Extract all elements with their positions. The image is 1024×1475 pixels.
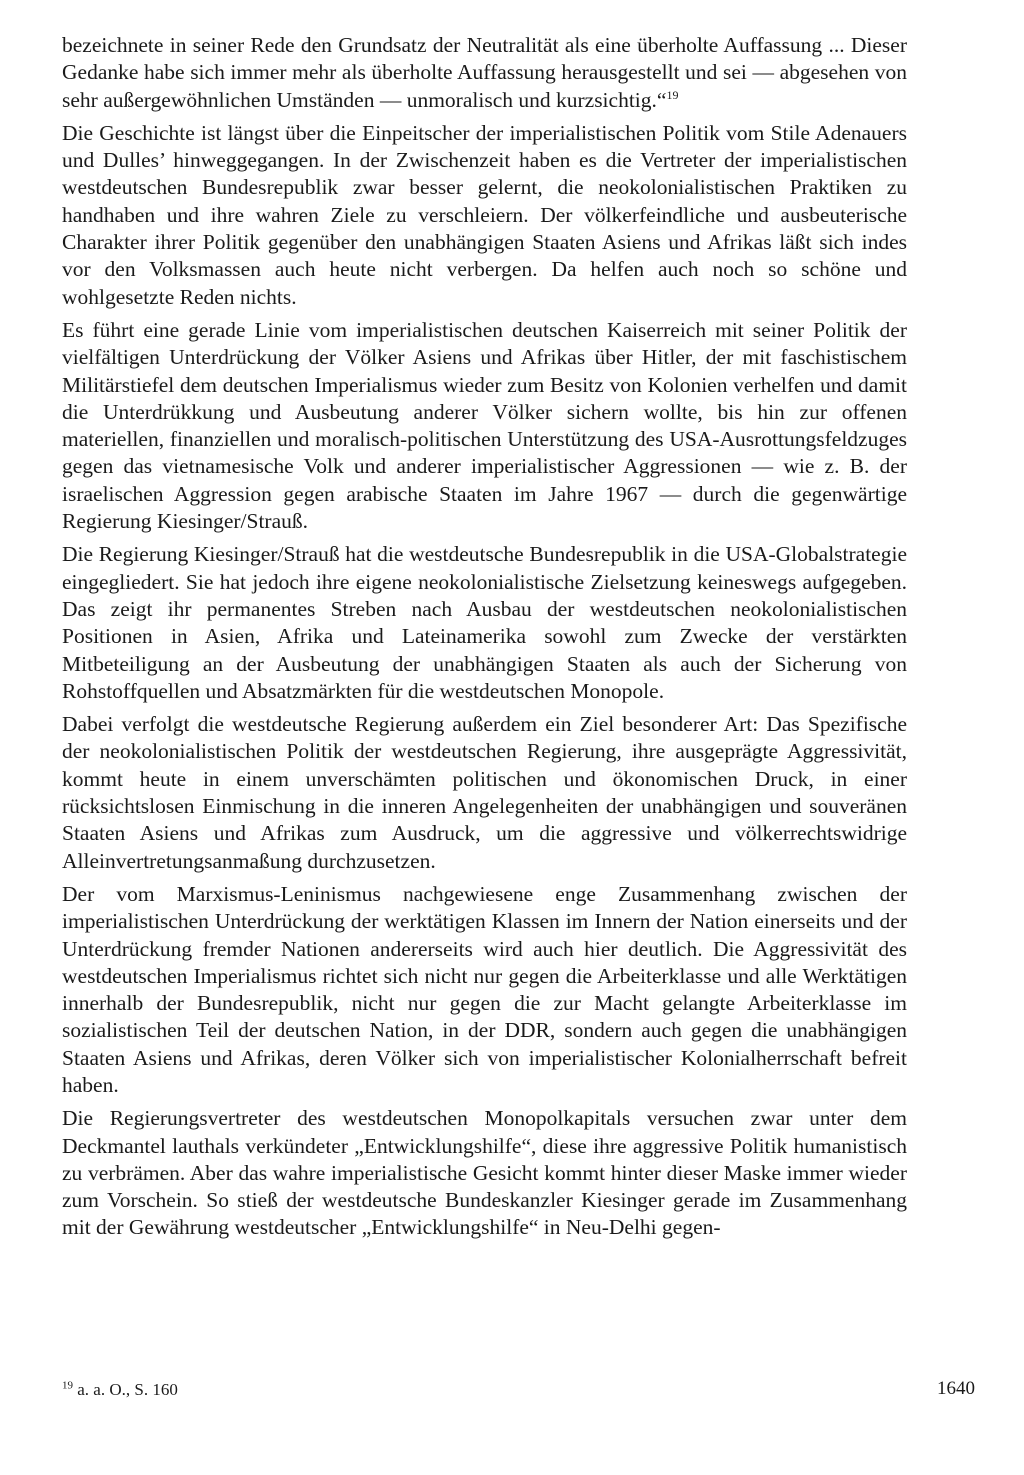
page-footer <box>62 1378 975 1404</box>
paragraph-5: Dabei verfolgt die westdeutsche Regierung außerdem ein Ziel besonderer Art: Das Spezifische der neokolonialistischen Politik der westdeutschen Regierung, ihre ausgeprägte Aggressivität, kommt heute in einem unverschämten politischen und ökonomischen Druck, in einer rücksichtslosen Einmischung in die inneren Angelegenheiten der unabhängigen und souveränen Staaten Asiens und Afrikas zum Ausdruck, um die aggressive und völkerrechtswidrige Alleinvertretungsanmaßung durchzusetzen. <box>62 712 907 873</box>
footnote <box>62 1380 178 1400</box>
paragraph-1 <box>62 32 907 114</box>
paragraph-7: Die Regierungsvertreter des westdeutschen Monopolkapitals versuchen zwar unter dem Deckmantel lauthals verkündeter „Entwicklungshilfe“, diese ihre aggressive Politik humanistisch zu verbrämen. Aber das wahre imperialistische Gesicht kommt hinter dieser Maske immer wieder zum Vorschein. So stieß der westdeutsche Bundeskanzler Kiesinger gerade im Zusammenhang mit der Gewährung westdeutscher „Entwicklungshilfe“ in Neu-Delhi gegen- <box>62 1106 907 1240</box>
paragraph-3: Es führt eine gerade Linie vom imperialistischen deutschen Kaiserreich mit seiner Politik der vielfältigen Unterdrückung der Völker Asiens und Afrikas über Hitler, der mit faschistischem Militärstiefel dem deutschen Imperialismus wieder zum Besitz von Kolonien verhelfen und damit die Unterdrükkung und Ausbeutung anderer Völker sichern wollte, bis hin zur offenen materiellen, finanziellen und moralisch-politischen Unterstützung des USA-Ausrottungsfeldzuges gegen das vietnamesische Volk und anderer imperialistischer Aggressionen — wie z. B. der israelischen Aggression gegen arabische Staaten im Jahre 1967 — durch die gegenwärtige Regierung Kiesinger/Strauß. <box>62 317 907 534</box>
footnote-number: 19 <box>62 1379 73 1392</box>
footnote-text: a. a. O., S. 160 <box>77 1380 178 1399</box>
paragraph-1-text: bezeichnete in seiner Rede den Grundsatz der Neutralität als eine überholte Auffassung ... Dieser Gedanke habe sich immer mehr als überholte Auffassung herausgestellt und sei — abgesehen von sehr außergewöhnlichen Umständen — unmoralisch und kurzsichtig.“ <box>62 33 907 112</box>
footnote-reference[interactable]: 19 <box>666 87 679 102</box>
paragraph-2: Die Geschichte ist längst über die Einpeitscher der imperialistischen Politik vom Stile Adenauers und Dulles’ hinweggegangen. In der Zwischenzeit haben es die Vertreter der imperialistischen westdeutschen Bundesrepublik zwar besser gelernt, die neokolonialistischen Praktiken zu handhaben und ihre wahren Ziele zu verschleiern. Der völkerfeindliche und ausbeuterische Charakter ihrer Politik gegenüber den unabhängigen Staaten Asiens und Afrikas läßt sich indes vor den Volksmassen auch heute nicht verbergen. Da helfen auch noch so schöne und wohlgesetzte Reden nichts. <box>62 120 907 309</box>
page-body <box>62 32 907 1248</box>
paragraph-6: Der vom Marxismus-Leninismus nachgewiesene enge Zusammenhang zwischen der imperialistischen Unterdrückung der werktätigen Klassen im Innern der Nation einerseits und der Unterdrückung fremder Nationen andererseits wird auch hier deutlich. Die Aggressivität des westdeutschen Imperialismus richtet sich nicht nur gegen die Arbeiterklasse und alle Werktätigen innerhalb der Bundesrepublik, nicht nur gegen die zur Macht gelangte Arbeiterklasse im sozialistischen Teil der deutschen Nation, in der DDR, sondern auch gegen die unabhängigen Staaten Asiens und Afrikas, deren Völker sich von imperialistischer Kolonialherrschaft befreit haben. <box>62 881 907 1097</box>
page-number: 1640 <box>937 1378 975 1399</box>
paragraph-4: Die Regierung Kiesinger/Strauß hat die westdeutsche Bundesrepublik in die USA-Globalstrategie eingegliedert. Sie hat jedoch ihre eigene neokolonialistische Zielsetzung keineswegs aufgegeben. Das zeigt ihr permanentes Streben nach Ausbau der westdeutschen neokolonialistischen Positionen in Asien, Afrika und Lateinamerika sowohl zum Zwecke der verstärkten Mitbeteiligung an der Ausbeutung der unabhängigen Staaten als auch der Sicherung von Rohstoffquellen und Absatzmärkten für die westdeutschen Monopole. <box>62 542 907 703</box>
